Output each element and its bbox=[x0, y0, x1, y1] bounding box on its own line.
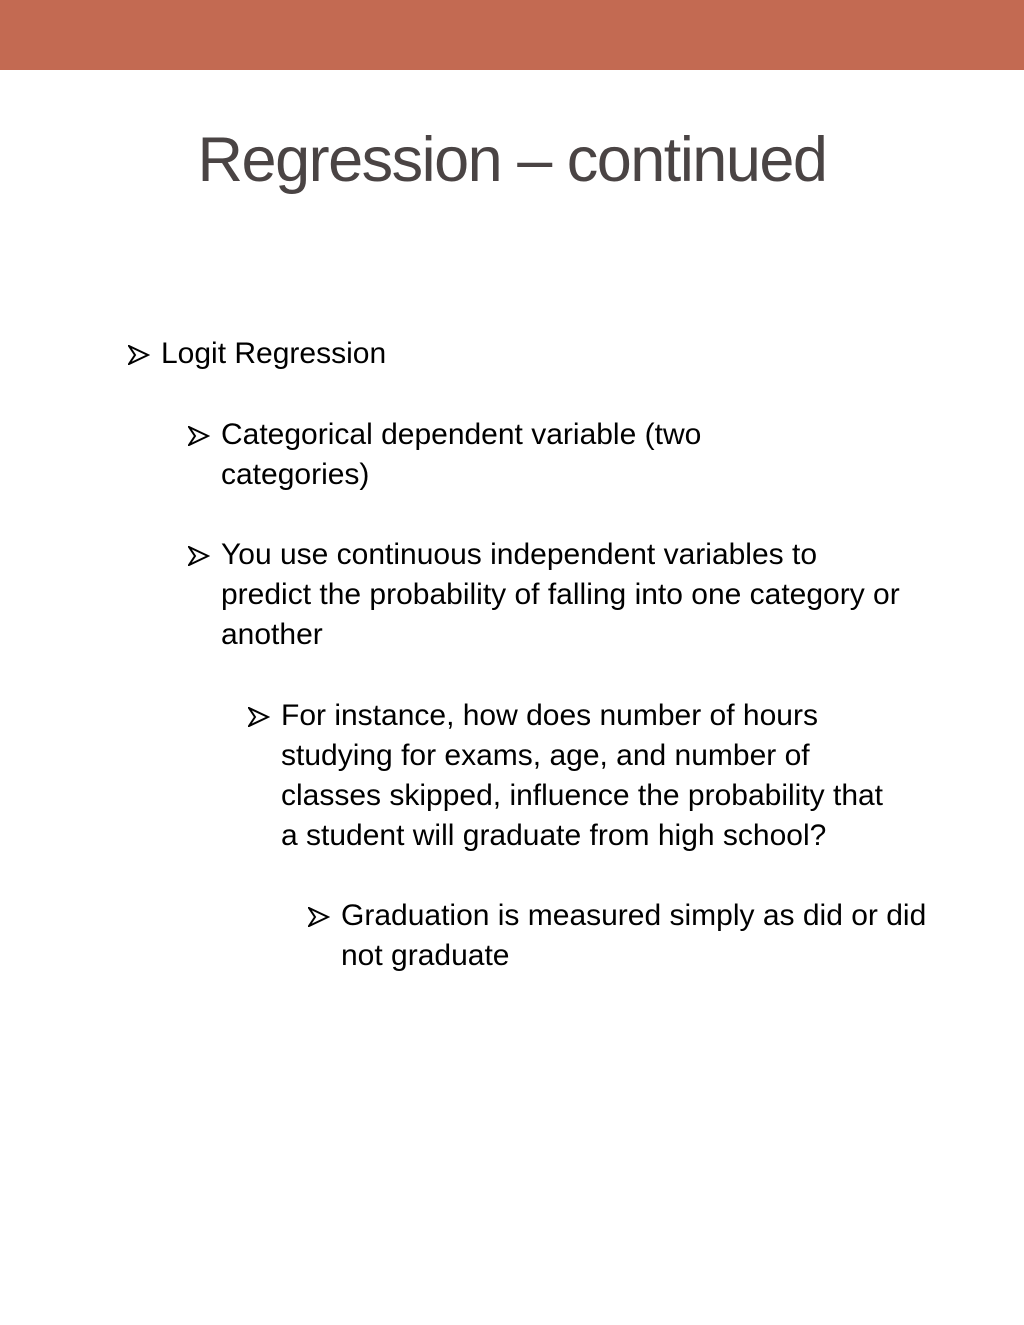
arrow-bullet-icon bbox=[128, 334, 152, 374]
bullet-logit-regression bbox=[161, 334, 941, 374]
slide-title: Regression – continued bbox=[197, 125, 827, 195]
bullet-categorical-dependent bbox=[221, 415, 841, 495]
arrow-bullet-icon bbox=[308, 896, 332, 936]
bullet-text: You use continuous independent variables to predict the probability of falling into one category or another bbox=[221, 538, 900, 651]
bullet-for-instance bbox=[281, 696, 906, 856]
bullet-continuous-independent bbox=[221, 535, 911, 655]
bullet-text: For instance, how does number of hours studying for exams, age, and number of classes skipped, influence the probability that a student will graduate from high school? bbox=[281, 699, 884, 852]
arrow-bullet-icon bbox=[188, 535, 212, 575]
bullet-text: Logit Regression bbox=[161, 337, 387, 370]
bullet-graduation-measured bbox=[341, 896, 931, 976]
top-accent-band bbox=[0, 0, 1024, 70]
arrow-bullet-icon bbox=[248, 696, 272, 736]
bullet-text: Graduation is measured simply as did or did not graduate bbox=[341, 899, 927, 972]
bullet-text: Categorical dependent variable (two categories) bbox=[221, 418, 702, 491]
arrow-bullet-icon bbox=[188, 415, 212, 455]
